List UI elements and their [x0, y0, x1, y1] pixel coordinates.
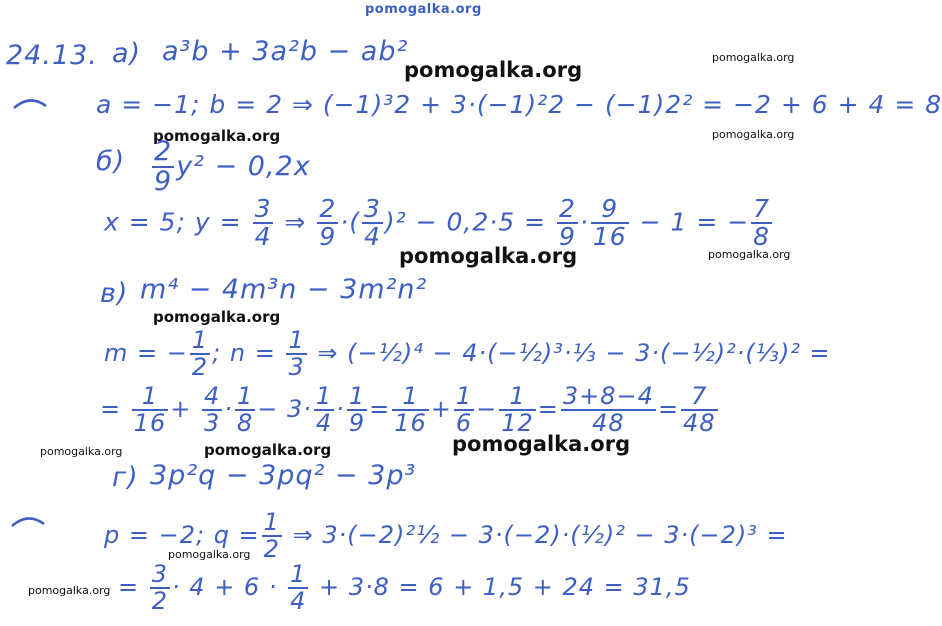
- fraction: $\frac{2}{9}$: [558, 194, 576, 252]
- fraction: $\frac{1}{4}$: [290, 560, 307, 616]
- watermark: pomogalka.org: [712, 128, 795, 141]
- margin-mark: [10, 514, 46, 528]
- fraction: $\frac{1}{2}$: [191, 326, 209, 382]
- part-g-label: г): [112, 462, 139, 493]
- fraction: $\frac{1}{3}$: [288, 326, 305, 382]
- watermark: pomogalka.org: [712, 51, 795, 64]
- watermark: pomogalka.org: [40, 445, 123, 458]
- fraction: $\frac{7}{48}$: [683, 382, 716, 438]
- problem-number: 24.13.: [6, 40, 98, 71]
- fraction: $\frac{9}{16}$: [592, 194, 627, 252]
- part-a-label: а): [112, 38, 142, 69]
- part-v-expression: m⁴ − 4m³n − 3m²n²: [140, 274, 428, 305]
- fraction: $\frac{2}{9}$: [154, 136, 173, 198]
- watermark: pomogalka.org: [399, 244, 578, 268]
- part-g-expression: 3p²q − 3pq² − 3p³: [150, 460, 417, 491]
- fraction: $\frac{7}{8}$: [753, 194, 771, 252]
- watermark: pomogalka.org: [153, 308, 281, 326]
- watermark: pomogalka.org: [28, 584, 111, 597]
- watermark: pomogalka.org: [452, 432, 631, 456]
- watermark: pomogalka.org: [204, 441, 332, 459]
- watermark: pomogalka.org: [404, 58, 583, 82]
- fraction: $\frac{4}{3}$: [204, 382, 221, 438]
- part-v-label: в): [100, 278, 129, 309]
- part-v-substitution: m = − $\frac{1}{2}$ ; n = $\frac{1}{3}$ ⇒ (−½)⁴ − 4·(−½)³·⅓ − 3·(−½)²·(⅓)² =: [104, 326, 831, 382]
- fraction: $\frac{2}{9}$: [319, 194, 337, 252]
- part-a-expression: a³b + 3a²b − ab²: [162, 36, 409, 67]
- part-a-substitution: a = −1; b = 2 ⇒ (−1)³2 + 3·(−1)²2 − (−1)2² = −2 + 6 + 4 = 8: [96, 90, 942, 119]
- fraction: $\frac{3}{2}$: [151, 560, 169, 616]
- part-v-computation: = $\frac{1}{16}$ + $\frac{4}{3}$ · $\frac{1}{8}$ − 3· $\frac{1}{4}$ · $\frac{1}{9}$ = $\frac{1}{16}$ + $\frac{1}{6}$ − $\frac{1}{12}$ = $\frac{3+8-4}{48}$ = $\frac{7}{48}$: [100, 382, 716, 438]
- fraction: $\frac{1}{12}$: [501, 382, 534, 438]
- fraction: $\frac{1}{6}$: [455, 382, 473, 438]
- fraction: $\frac{1}{8}$: [236, 382, 254, 438]
- part-b-substitution: x = 5; y = $\frac{3}{4}$ ⇒ $\frac{2}{9}$ ·( $\frac{3}{4}$ )² − 0,2·5 = $\frac{2}{9}$ · $\frac{9}{16}$ − 1 = − $\frac{7}{8}$: [104, 194, 771, 252]
- watermark: pomogalka.org: [168, 548, 251, 561]
- site-header: pomogalka.org: [365, 2, 482, 17]
- fraction: $\frac{1}{4}$: [315, 382, 333, 438]
- watermark: pomogalka.org: [708, 248, 791, 261]
- watermark: pomogalka.org: [153, 127, 281, 145]
- fraction: $\frac{3}{4}$: [254, 194, 272, 252]
- part-b-expression: $\frac{2}{9}$ y² − 0,2x: [154, 136, 311, 198]
- fraction: $\frac{1}{16}$: [394, 382, 427, 438]
- part-b-label: б): [96, 146, 126, 177]
- margin-mark: [12, 96, 48, 110]
- fraction: $\frac{3}{4}$: [363, 194, 381, 252]
- fraction: $\frac{3+8-4}{48}$: [562, 382, 654, 438]
- part-g-substitution: p = −2; q = $\frac{1}{2}$ ⇒ 3·(−2)²½ − 3·(−2)·(½)² − 3·(−2)³ =: [104, 508, 788, 564]
- fraction: $\frac{1}{2}$: [263, 508, 280, 564]
- part-g-computation: = $\frac{3}{2}$ · 4 + 6 · $\frac{1}{4}$ + 3·8 = 6 + 1,5 + 24 = 31,5: [118, 560, 691, 616]
- fraction: $\frac{1}{9}$: [348, 382, 366, 438]
- fraction: $\frac{1}{16}$: [133, 382, 167, 438]
